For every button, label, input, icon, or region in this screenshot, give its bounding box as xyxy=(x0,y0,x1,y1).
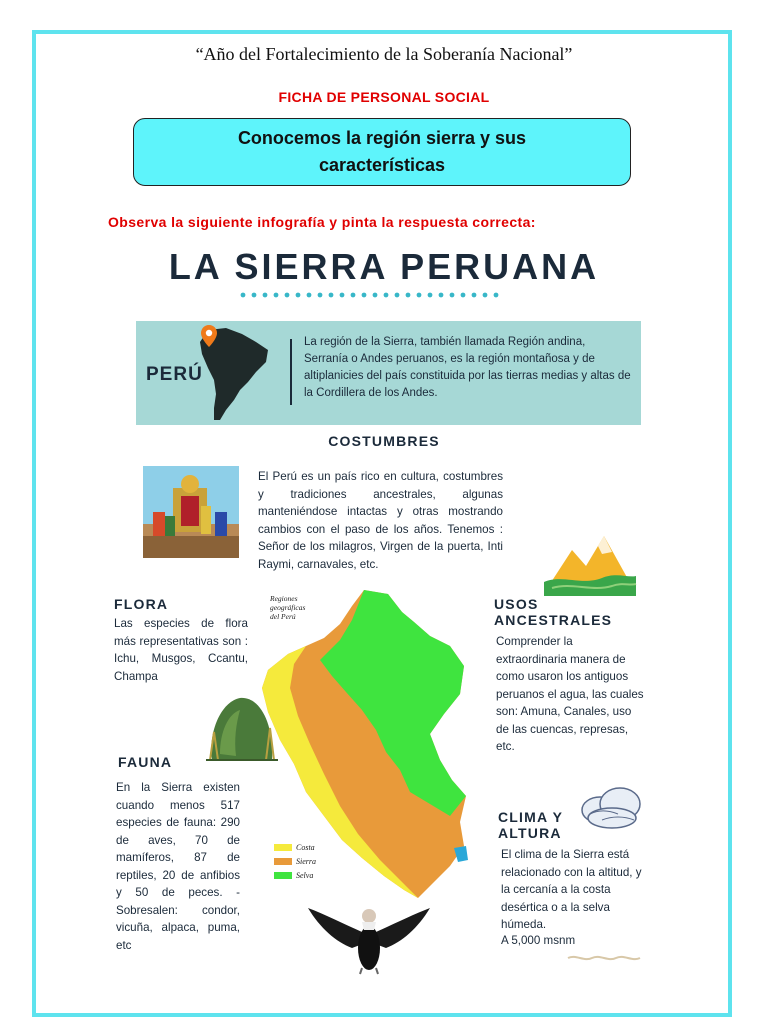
usos-heading-line2: ANCESTRALES xyxy=(494,612,613,628)
flora-heading: FLORA xyxy=(114,596,169,612)
location-pin-icon xyxy=(200,324,218,348)
clima-heading-line1: CLIMA Y xyxy=(498,809,564,825)
legend-label-sierra: Sierra xyxy=(296,857,316,866)
legend-selva xyxy=(274,871,316,880)
title-dots-divider xyxy=(240,292,502,298)
clima-heading-line2: ALTURA xyxy=(498,825,562,841)
legend-swatch-costa xyxy=(274,844,292,851)
legend-label-costa: Costa xyxy=(296,843,315,852)
instruction-text: Observa la siguiente infografía y pinta la respuesta correcta: xyxy=(108,214,536,230)
banner-title: Conocemos la región sierra y sus características xyxy=(237,128,527,175)
legend-swatch-selva xyxy=(274,872,292,879)
fauna-text: En la Sierra existen cuando menos 517 especies de fauna: 290 de aves, 70 de mamíferos, 87 de reptiles, 20 de anfibios y 50 de peces. -Sobresalen: condor, vicuña, alpaca, puma, etc xyxy=(116,781,240,952)
year-motto: “Año del Fortalecimiento de la Soberanía Nacional” xyxy=(195,44,573,64)
peru-description: La región de la Sierra, también llamada Región andina, Serranía o Andes peruanos, es la región montañosa y de altiplanicies del país constituida por las tierras medias y altas de la Cordillera de los Andes. xyxy=(304,336,631,399)
peru-label: PERÚ xyxy=(146,364,203,385)
flora-text: Las especies de flora más representativas son : Ichu, Musgos, Ccantu, Champa xyxy=(114,617,248,683)
condor-icon xyxy=(304,902,434,976)
fauna-heading: FAUNA xyxy=(118,754,173,770)
map-title-line1: Regiones xyxy=(270,594,298,603)
usos-heading-line1: USOS xyxy=(494,596,539,612)
mountain-icon xyxy=(542,530,638,598)
map-title xyxy=(270,594,305,621)
legend-costa xyxy=(274,843,316,852)
legend-label-selva: Selva xyxy=(296,871,314,880)
infographic-title: LA SIERRA PERUANA xyxy=(168,246,600,287)
clima-heading xyxy=(498,809,563,841)
costumbres-text: El Perú es un país rico en cultura, costumbres y tradiciones ancestrales, algunas manteniéndose intactas y otras mostrando cambios con el paso de los años. Tenemos : Señor de los milagros, Virgen de la puerta, Inti Raymi, carnavales, etc. xyxy=(258,470,503,571)
map-title-line3: del Perú xyxy=(270,612,296,621)
clima-altitude: A 5,000 msnm xyxy=(501,934,576,947)
map-title-line2: geográficas xyxy=(270,603,306,612)
usos-heading xyxy=(494,596,612,628)
clima-text: El clima de la Sierra está relacionado con la altitud, y la cercanía a la costa desértica o a la selva húmeda. xyxy=(501,848,642,931)
cloud-icon xyxy=(578,780,644,832)
peru-divider xyxy=(290,339,292,405)
map-legend xyxy=(274,843,316,880)
lesson-banner xyxy=(133,118,631,186)
wave-decoration xyxy=(566,954,642,962)
legend-sierra xyxy=(274,857,316,866)
legend-swatch-sierra xyxy=(274,858,292,865)
inti-raymi-image xyxy=(143,466,239,558)
sheet-title: FICHA DE PERSONAL SOCIAL xyxy=(278,89,490,105)
usos-text: Comprender la extraordinaria manera de como usaron los antiguos peruanos el agua, las cuales son: Amuna, Canales, uso de las cuencas, represas, etc. xyxy=(496,635,644,753)
costumbres-heading: COSTUMBRES xyxy=(328,433,440,449)
